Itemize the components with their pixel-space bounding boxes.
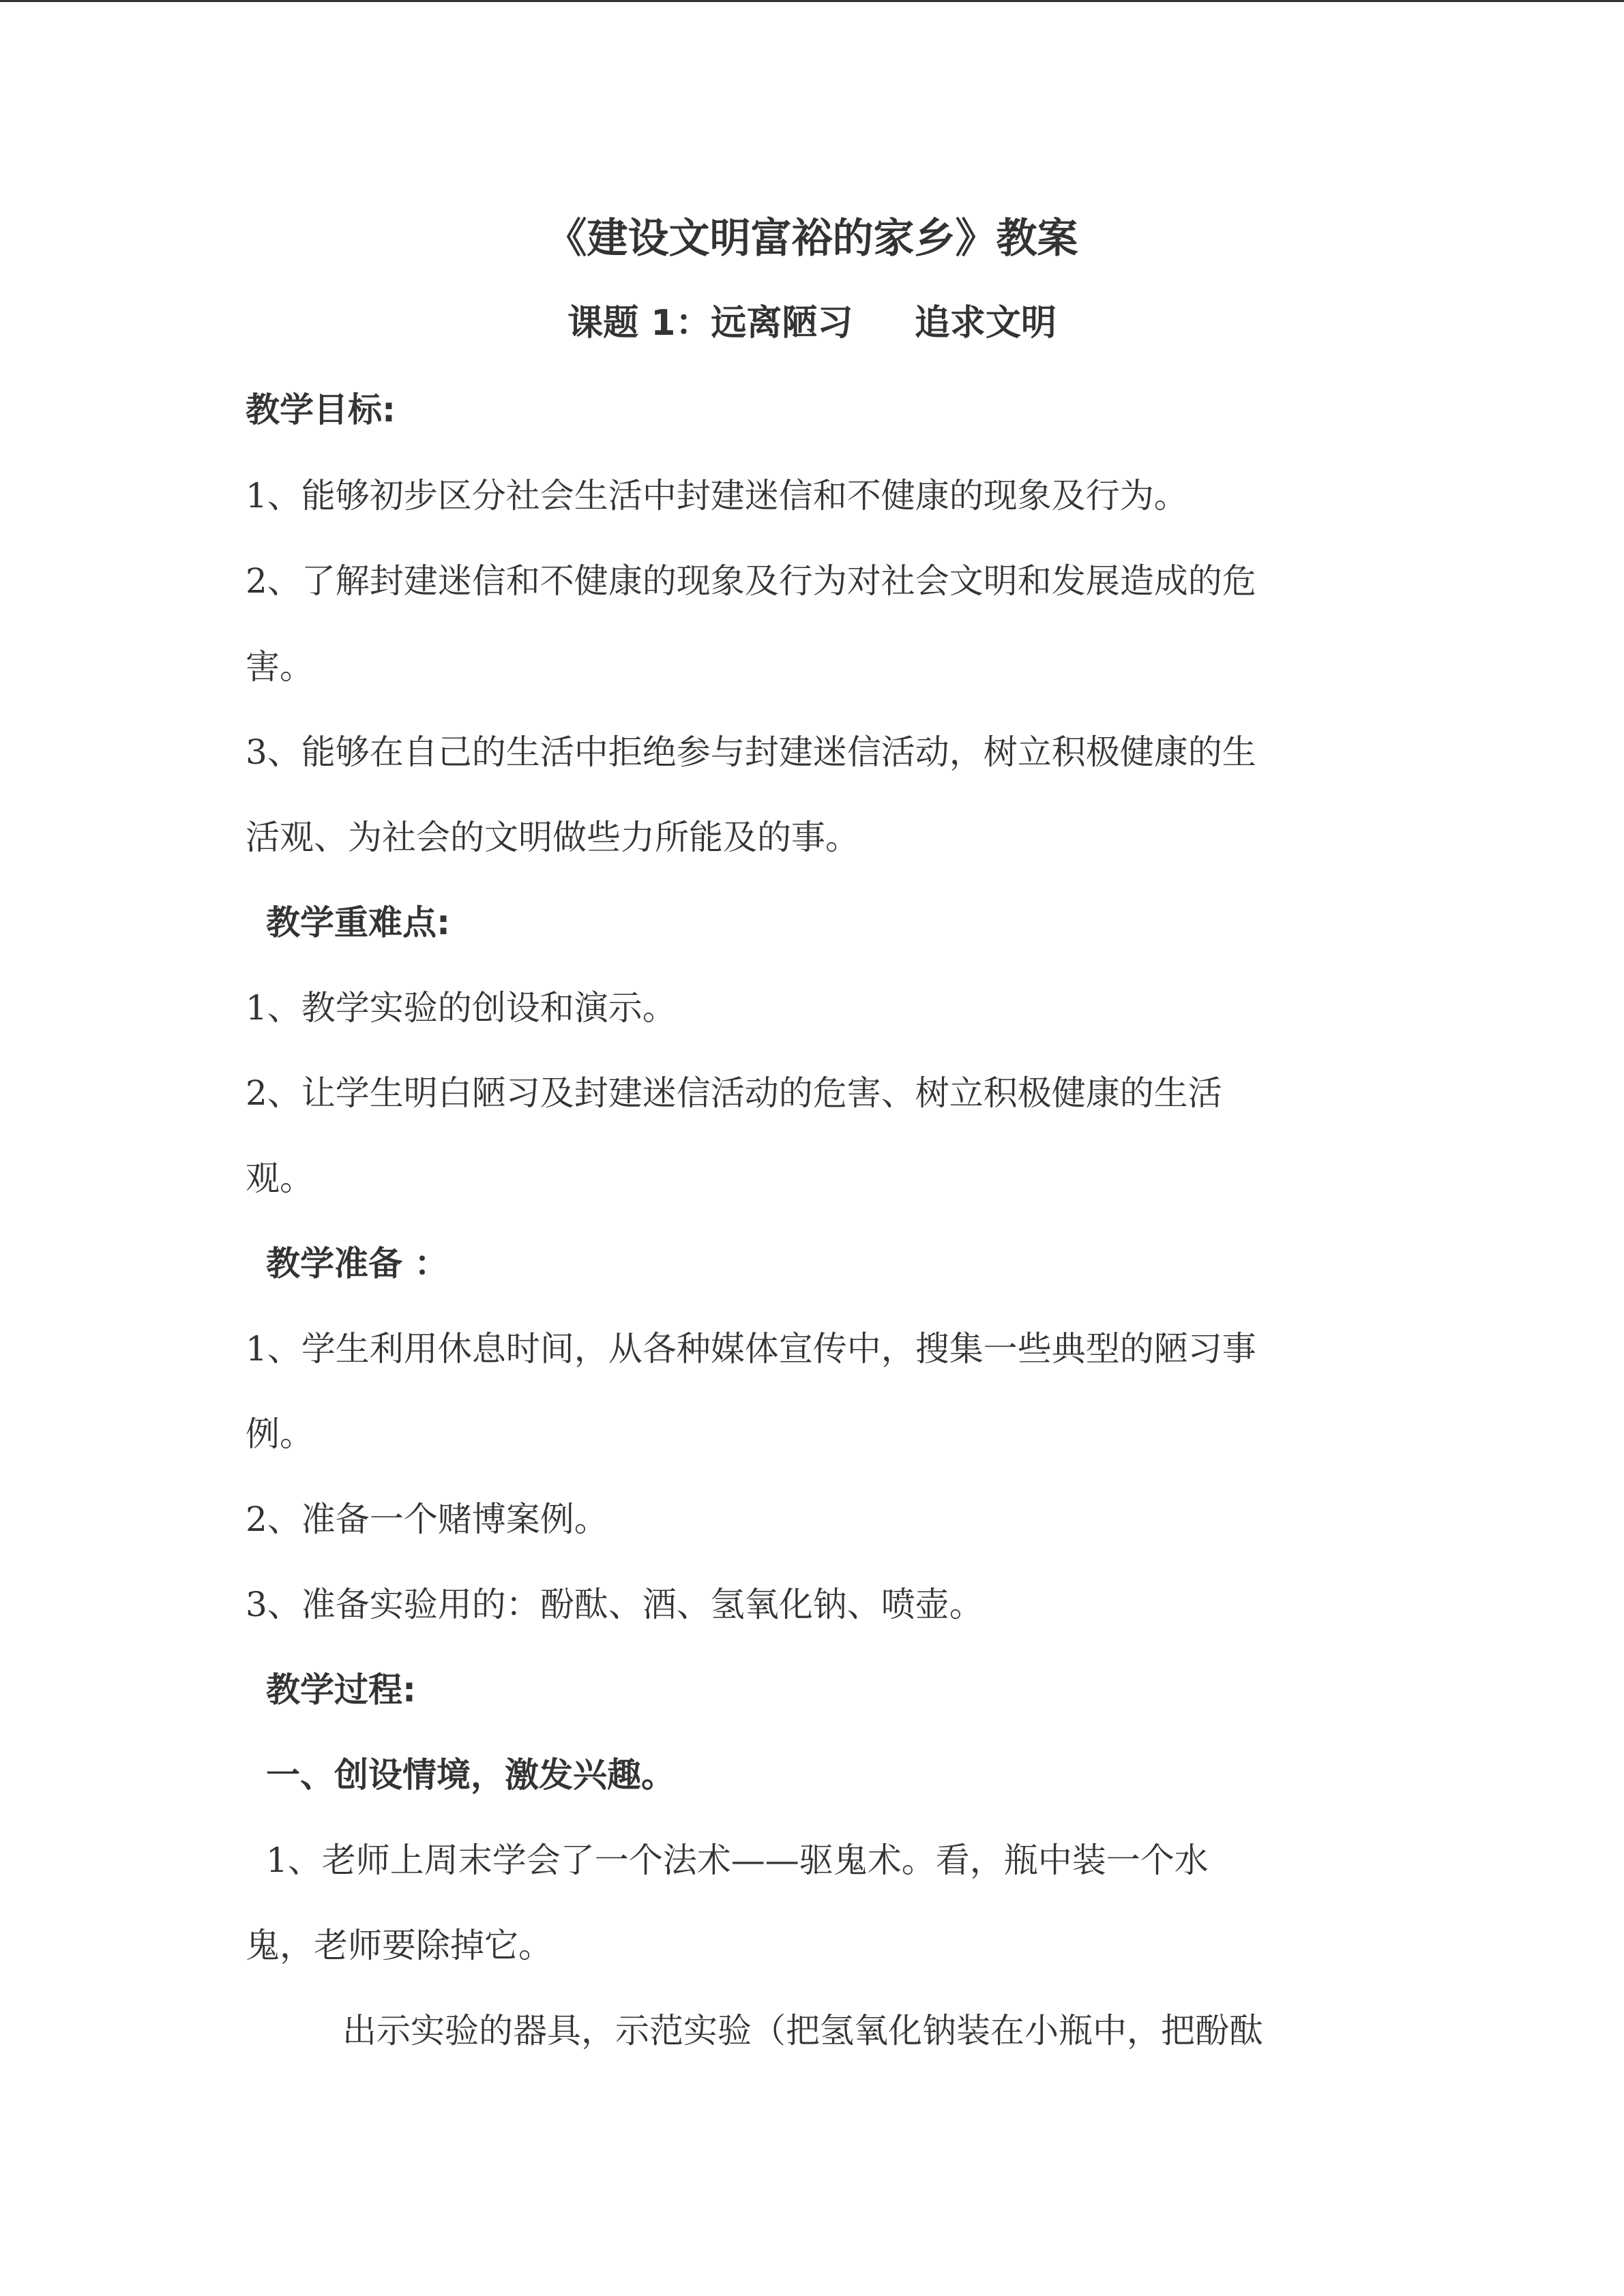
preparation-item-2: 2、准备一个赌博案例。 (246, 1500, 608, 1539)
process-heading: 教学过程: (266, 1670, 416, 1710)
document-title: 《建设文明富裕的家乡》教案 (546, 215, 1078, 263)
goal-item-1: 1、能够初步区分社会生活中封建迷信和不健康的现象及行为。 (246, 476, 1188, 516)
preparation-item-1-cont: 例。 (246, 1414, 314, 1454)
goal-item-3-cont: 活观、为社会的文明做些力所能及的事。 (246, 818, 859, 857)
preparation-item-3: 3、准备实验用的：酚酞、酒、氢氧化钠、喷壶。 (246, 1585, 984, 1624)
step-1: 1、老师上周末学会了一个法术——驱鬼术。看，瓶中装一个水 (266, 1840, 1209, 1880)
goal-item-3: 3、能够在自己的生活中拒绝参与封建迷信活动，树立积极健康的生 (246, 732, 1256, 772)
lesson-subtitle: 课题 1：远离陋习 追求文明 (567, 303, 1057, 344)
key-points-heading: 教学重难点: (266, 903, 450, 942)
step-1-cont: 鬼，老师要除掉它。 (246, 1926, 552, 1965)
key-point-2-cont: 观。 (246, 1159, 314, 1198)
section-1-heading: 一、创设情境，激发兴趣。 (266, 1755, 675, 1795)
goal-item-2: 2、了解封建迷信和不健康的现象及行为对社会文明和发展造成的危 (246, 561, 1256, 601)
key-point-1: 1、教学实验的创设和演示。 (246, 988, 677, 1028)
key-point-2: 2、让学生明白陋习及封建迷信活动的危害、树立积极健康的生活 (246, 1073, 1222, 1113)
step-1-detail: 出示实验的器具，示范实验（把氢氧化钠装在小瓶中，把酚酞 (342, 2011, 1263, 2051)
preparation-heading: 教学准备 ： (266, 1244, 449, 1283)
goal-item-2-cont: 害。 (246, 647, 314, 687)
goals-heading: 教学目标: (246, 390, 396, 430)
preparation-item-1: 1、学生利用休息时间，从各种媒体宣传中，搜集一些典型的陋习事 (246, 1329, 1256, 1369)
